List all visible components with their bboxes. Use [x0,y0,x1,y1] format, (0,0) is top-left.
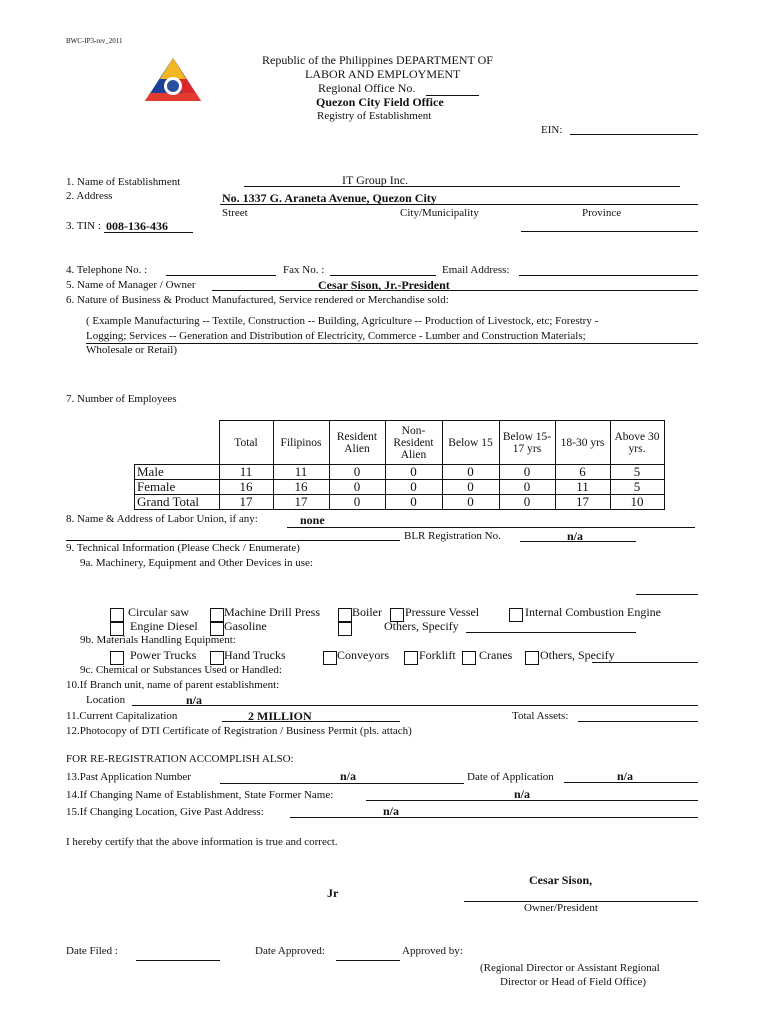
table-cell[interactable]: 0 [499,465,555,480]
labor-union-address-line[interactable] [66,540,400,541]
table-cell[interactable]: 17 [219,495,273,510]
blr-label: BLR Registration No. [404,530,501,542]
table-cell[interactable]: 16 [273,480,329,495]
email-label: Email Address: [442,264,510,276]
past-address-label: 15.If Changing Location, Give Past Address: [66,806,264,818]
machinery-line[interactable] [636,594,698,595]
capitalization-line[interactable] [222,721,400,722]
blr-value[interactable]: n/a [567,529,584,543]
reregistration-heading: FOR RE-REGISTRATION ACCOMPLISH ALSO: [66,753,294,765]
establishment-name-value[interactable]: IT Group Inc. [342,173,409,187]
table-cell[interactable]: 11 [219,465,273,480]
labor-union-value[interactable]: none [300,513,325,527]
hand-trucks-checkbox[interactable] [210,651,224,665]
telephone-field[interactable] [166,275,276,276]
location-line[interactable] [132,705,698,706]
power-trucks-label: Power Trucks [130,648,197,662]
table-row [135,495,665,510]
past-application-value[interactable]: n/a [340,769,357,783]
col-header: Resident Alien [329,421,385,465]
others-handling-line[interactable] [592,662,698,663]
header-registry: Registry of Establishment [317,110,432,122]
former-name-value[interactable]: n/a [514,787,531,801]
chemicals-label: 9c. Chemical or Substances Used or Handled: [80,664,282,676]
nature-business-label: 6. Nature of Business & Product Manufactured, Service rendered or Merchandise sold: [66,294,449,306]
address-street-caption: Street [222,207,248,219]
signatory-suffix: Jr [327,886,339,900]
circular-saw-label: Circular saw [128,605,189,619]
address-label: 2. Address [66,190,113,202]
signatory-name: Cesar Sison, [529,873,593,887]
nature-example-2: Logging; Services -- Generation and Distribution of Electricity, Commerce - Lumber and Construction Materials; [86,330,586,342]
engine-diesel-label: Engine Diesel [130,619,198,633]
table-cell[interactable]: 0 [329,465,385,480]
technical-label: 9. Technical Information (Please Check / Enumerate) [66,542,300,554]
drill-press-label: Machine Drill Press [224,605,320,619]
table-cell[interactable]: 0 [329,495,385,510]
power-trucks-checkbox[interactable] [110,651,124,665]
combustion-engine-label: Internal Combustion Engine [525,605,661,619]
address-line[interactable] [220,204,698,205]
row-label: Grand Total [135,495,220,510]
tin-line[interactable] [104,232,193,233]
ein-label: EIN: [541,124,563,136]
date-approved-label: Date Approved: [255,945,325,957]
col-header: Total [219,421,273,465]
location-label: Location [86,694,126,706]
past-application-label: 13.Past Application Number [66,771,191,783]
gasoline-label: Gasoline [224,619,267,633]
approver-line-2: Director or Head of Field Office) [500,976,647,988]
tin-value[interactable]: 008-136-436 [106,219,168,233]
branch-label: 10.If Branch unit, name of parent establishment: [66,679,280,691]
col-header: 18-30 yrs [555,421,610,465]
circular-saw-checkbox[interactable] [110,608,124,622]
header-line-1: Republic of the Philippines DEPARTMENT OF [262,53,493,67]
past-address-line[interactable] [290,817,698,818]
header-line-3: Regional Office No. [318,81,416,95]
col-header: Above 30 yrs. [610,421,664,465]
date-application-line[interactable] [564,782,698,783]
table-cell[interactable]: 0 [329,480,385,495]
col-header: Non-Resident Alien [385,421,442,465]
table-cell[interactable]: 6 [555,465,610,480]
table-cell[interactable]: 17 [555,495,610,510]
manager-line[interactable] [212,290,698,291]
fax-field[interactable] [330,275,436,276]
establishment-name-label: 1. Name of Establishment [66,176,181,188]
pressure-vessel-label: Pressure Vessel [405,605,480,619]
forklift-checkbox[interactable] [404,651,418,665]
certify-statement: I hereby certify that the above information is true and correct. [66,836,338,848]
address-city-caption: City/Municipality [400,207,479,219]
table-row [135,465,665,480]
table-row [135,480,665,495]
others-machinery-line[interactable] [466,632,636,633]
table-cell[interactable]: 11 [555,480,610,495]
date-filed-field[interactable] [136,960,220,961]
dti-label: 12.Photocopy of DTI Certificate of Registration / Business Permit (pls. attach) [66,725,412,737]
materials-handling-label: 9b. Materials Handling Equipment: [80,634,236,646]
blr-line[interactable] [520,541,636,542]
email-field[interactable] [519,275,698,276]
others-machinery-label: Others, Specify [384,619,459,633]
table-cell[interactable]: 0 [499,480,555,495]
past-application-line[interactable] [220,783,464,784]
machinery-label: 9a. Machinery, Equipment and Other Devices in use: [80,557,313,569]
past-address-value[interactable]: n/a [383,804,400,818]
header-line-2: LABOR AND EMPLOYMENT [305,67,461,81]
nature-business-line[interactable] [86,343,698,344]
col-header: Below 15 [442,421,499,465]
row-label: Female [135,480,220,495]
table-cell[interactable]: 10 [610,495,664,510]
manager-label: 5. Name of Manager / Owner [66,279,196,291]
others-handling-label: Others, Specify [540,648,615,662]
capitalization-label: 11.Current Capitalization [66,710,178,722]
table-cell[interactable]: 0 [442,480,499,495]
header-field-office: Quezon City Field Office [316,95,444,109]
hand-trucks-label: Hand Trucks [224,648,286,662]
fax-label: Fax No. : [283,264,325,276]
others-handling-checkbox[interactable] [525,651,539,665]
table-cell[interactable]: 11 [273,465,329,480]
approved-by-label: Approved by: [402,945,463,957]
boiler-checkbox[interactable] [338,608,352,622]
employees-table [134,420,665,510]
others-machinery-checkbox[interactable] [338,622,352,636]
table-cell[interactable]: 17 [273,495,329,510]
table-cell[interactable]: 0 [385,495,442,510]
date-filed-label: Date Filed : [66,945,118,957]
total-assets-label: Total Assets: [512,710,569,722]
date-application-value[interactable]: n/a [617,769,634,783]
capitalization-value[interactable]: 2 MILLION [248,709,312,723]
labor-union-line[interactable] [287,527,695,528]
former-name-label: 14.If Changing Name of Establishment, State Former Name: [66,789,334,801]
table-cell[interactable]: 0 [385,480,442,495]
manager-value[interactable]: Cesar Sison, Jr.-President [318,278,450,292]
combustion-engine-checkbox[interactable] [509,608,523,622]
cranes-checkbox[interactable] [462,651,476,665]
drill-press-checkbox[interactable] [210,608,224,622]
dole-logo-icon [142,55,204,105]
row-label: Male [135,465,220,480]
conveyors-checkbox[interactable] [323,651,337,665]
former-name-line[interactable] [366,800,698,801]
boiler-label: Boiler [352,605,382,619]
table-cell[interactable]: 0 [385,465,442,480]
signatory-title: Owner/President [524,902,598,914]
table-cell[interactable]: 16 [219,480,273,495]
labor-union-label: 8. Name & Address of Labor Union, if any: [66,513,258,525]
table-cell[interactable]: 0 [442,465,499,480]
col-header: Below 15-17 yrs [499,421,555,465]
nature-example-1: ( Example Manufacturing -- Textile, Construction -- Building, Agriculture -- Production of Livestock, etc; Forestry - [86,315,599,327]
telephone-label: 4. Telephone No. : [66,264,148,276]
date-approved-field[interactable] [336,960,400,961]
address-value[interactable]: No. 1337 G. Araneta Avenue, Quezon City [222,191,437,205]
table-cell[interactable]: 0 [499,495,555,510]
conveyors-label: Conveyors [337,648,389,662]
form-code: BWC-IP3-rev_2011 [66,37,123,45]
nature-example-3: Wholesale or Retail) [86,344,178,356]
table-cell[interactable]: 0 [442,495,499,510]
table-cell[interactable]: 5 [610,465,664,480]
cranes-label: Cranes [479,648,513,662]
approver-line-1: (Regional Director or Assistant Regional [480,962,660,974]
employees-label: 7. Number of Employees [66,393,177,405]
province-line[interactable] [521,231,698,232]
date-application-label: Date of Application [467,771,554,783]
forklift-label: Forklift [419,648,456,662]
establishment-name-line[interactable] [244,186,680,187]
ein-field[interactable] [570,134,698,135]
total-assets-field[interactable] [578,721,698,722]
address-province-caption: Province [582,207,622,219]
col-header: Filipinos [273,421,329,465]
table-cell[interactable]: 5 [610,480,664,495]
tin-label: 3. TIN : [66,220,101,232]
location-value[interactable]: n/a [186,693,203,707]
